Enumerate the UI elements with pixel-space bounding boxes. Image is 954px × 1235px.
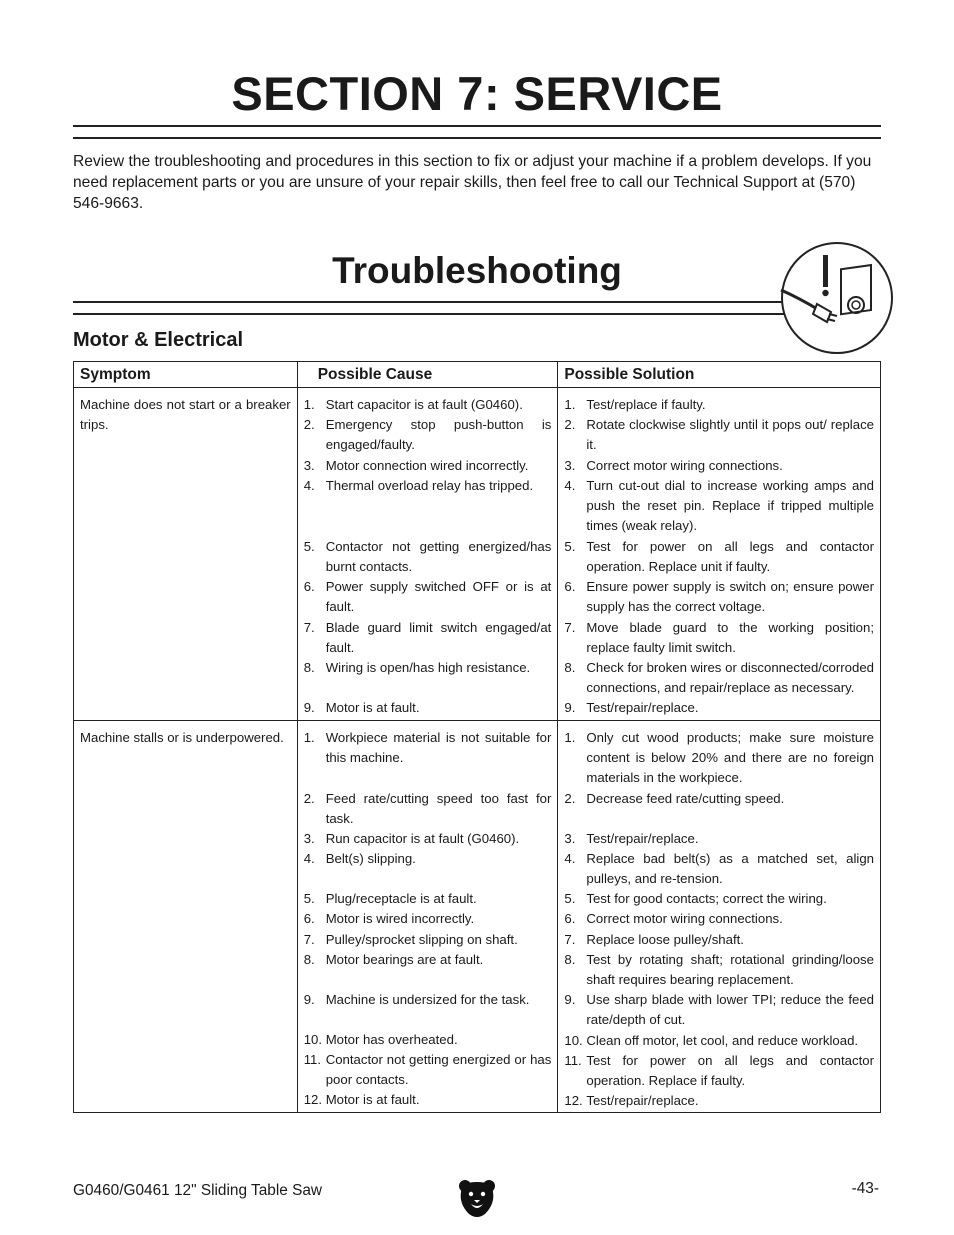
solution-item — [564, 658, 874, 698]
list-text: Test by rotating shaft; rotational grinding/loose shaft requires bearing replacement. — [586, 951, 874, 988]
list-number: 3. — [564, 830, 576, 846]
solutions-cell — [558, 720, 881, 1113]
list-text: Motor is at fault. — [325, 1092, 420, 1108]
list-number: 10. — [564, 1032, 583, 1048]
cause-item — [304, 889, 552, 909]
solution-item — [564, 990, 874, 1030]
cause-item — [304, 698, 552, 718]
cause-item — [304, 829, 552, 849]
cause-item — [304, 476, 552, 537]
list-text: Contactor not getting energized/has burnt contacts. — [325, 538, 552, 575]
table-row — [74, 388, 881, 721]
list-text: Test for good contacts; correct the wiring. — [586, 891, 827, 907]
list-text: Rotate clockwise slightly until it pops out/ replace it. — [586, 417, 874, 453]
list-number: 2. — [303, 790, 315, 806]
list-text: Test/repair/replace. — [586, 830, 699, 846]
list-number: 3. — [303, 457, 315, 473]
list-text: Emergency stop push-button is engaged/faulty. — [325, 417, 552, 453]
cause-item — [304, 537, 552, 577]
list-text: Clean off motor, let cool, and reduce workload. — [586, 1032, 859, 1048]
disconnect-power-warning-icon — [779, 240, 895, 356]
solution-item — [564, 909, 874, 929]
symptom-cell — [74, 388, 298, 721]
causes-list — [304, 722, 552, 1112]
solution-item — [564, 1091, 874, 1111]
troubleshooting-table — [73, 361, 881, 1113]
solution-item — [564, 395, 874, 415]
solution-item — [564, 537, 874, 577]
list-number: 1. — [564, 397, 576, 412]
list-text: Test for power on all legs and contactor operation. Replace unit if faulty. — [586, 538, 874, 575]
list-number: 4. — [564, 850, 576, 866]
list-text: Only cut wood products; make sure moisture content is below 20% and there are no foreign materials in the workpiece. — [586, 729, 874, 786]
list-number: 11. — [564, 1052, 582, 1068]
list-number: 3. — [564, 457, 576, 473]
list-number: 2. — [303, 417, 315, 433]
list-number: 6. — [564, 911, 576, 927]
list-number: 1. — [303, 397, 315, 412]
list-text: Correct motor wiring connections. — [586, 911, 783, 927]
cause-item — [304, 909, 552, 929]
list-text: Motor is wired incorrectly. — [325, 911, 475, 927]
table-row — [74, 720, 881, 1113]
table-header-row — [74, 362, 881, 388]
solution-item — [564, 415, 874, 455]
list-text: Motor connection wired incorrectly. — [325, 457, 529, 473]
footer-model: G0460/G0461 12" Sliding Table Saw — [73, 1182, 323, 1199]
solution-item — [564, 829, 874, 849]
list-text: Plug/receptacle is at fault. — [325, 891, 477, 907]
list-text: Replace bad belt(s) as a matched set, align pulleys, and re-tension. — [586, 850, 874, 887]
list-number: 9. — [303, 991, 315, 1007]
list-text: Run capacitor is at fault (G0460). — [325, 831, 520, 847]
troubleshooting-rule — [73, 301, 785, 315]
cause-item — [304, 456, 552, 476]
cause-item — [304, 618, 552, 658]
solution-item — [564, 1031, 874, 1051]
list-number: 5. — [303, 891, 315, 907]
cause-item — [304, 1030, 552, 1050]
page-number: -43- — [851, 1180, 879, 1197]
list-number: 7. — [303, 931, 315, 947]
solution-item — [564, 728, 874, 789]
list-number: 9. — [303, 700, 315, 716]
solution-item — [564, 476, 874, 537]
solution-item — [564, 456, 874, 476]
section-title-rule — [73, 125, 881, 139]
troubleshooting-title: Troubleshooting — [332, 250, 622, 291]
solution-item — [564, 889, 874, 909]
list-text: Motor has overheated. — [325, 1031, 458, 1047]
header-solution: Possible Solution — [558, 362, 881, 388]
list-number: 7. — [564, 931, 576, 947]
list-number: 6. — [303, 579, 315, 595]
list-number: 12. — [564, 1093, 583, 1109]
causes-cell — [297, 720, 558, 1113]
cause-item — [304, 950, 552, 990]
list-number: 8. — [303, 660, 315, 676]
list-text: Test/repair/replace. — [586, 1093, 699, 1109]
list-number: 6. — [303, 911, 315, 927]
solution-item — [564, 577, 874, 617]
list-text: Motor bearings are at fault. — [325, 951, 484, 967]
list-text: Check for broken wires or disconnected/corroded connections, and repair/replace as necessary. — [586, 660, 874, 696]
list-number: 12. — [303, 1092, 323, 1108]
cause-item — [304, 658, 552, 698]
cause-item — [304, 789, 552, 829]
list-number: 5. — [303, 538, 315, 554]
intro-paragraph: Review the troubleshooting and procedures in this section to fix or adjust your machine if a problem develops. If you need replacement parts or you are unsure of your repair skills, then feel free to call our Technical Support at (570) 546-9663. — [73, 153, 872, 212]
list-text: Blade guard limit switch engaged/at fault. — [325, 619, 552, 655]
list-text: Test for power on all legs and contactor operation. Replace if faulty. — [586, 1052, 874, 1089]
list-text: Replace loose pulley/shaft. — [586, 931, 744, 947]
list-text: Belt(s) slipping. — [325, 851, 416, 867]
list-number: 5. — [564, 891, 576, 907]
solutions-cell — [558, 388, 881, 721]
list-number: 1. — [303, 729, 315, 745]
header-cause: Possible Cause — [297, 362, 558, 388]
symptom-text: Machine does not start or a breaker trips. — [80, 397, 291, 433]
list-number: 8. — [564, 660, 576, 676]
cause-item — [304, 1090, 552, 1110]
list-number: 2. — [564, 790, 576, 806]
cause-item — [304, 728, 552, 789]
solution-item — [564, 698, 874, 718]
list-text: Power supply switched OFF or is at fault. — [325, 579, 552, 615]
list-text: Workpiece material is not suitable for this machine. — [325, 729, 552, 765]
cause-item — [304, 577, 552, 617]
list-text: Start capacitor is at fault (G0460). — [325, 397, 523, 412]
solution-item — [564, 950, 874, 990]
symptom-cell — [74, 720, 298, 1113]
list-number: 4. — [303, 477, 315, 493]
list-number: 11. — [303, 1052, 322, 1068]
list-text: Pulley/sprocket slipping on shaft. — [325, 931, 518, 947]
cause-item — [304, 1050, 552, 1090]
list-number: 9. — [564, 700, 576, 716]
cause-item — [304, 930, 552, 950]
list-text: Ensure power supply is switch on; ensure power supply has the correct voltage. — [586, 579, 874, 615]
list-text: Test/replace if faulty. — [586, 397, 706, 412]
list-number: 4. — [564, 477, 576, 493]
list-number: 10. — [303, 1031, 323, 1047]
list-text: Move blade guard to the working position; replace faulty limit switch. — [586, 619, 874, 655]
causes-cell — [297, 388, 558, 721]
solutions-list — [564, 389, 874, 720]
list-text: Feed rate/cutting speed too fast for task. — [325, 790, 552, 826]
grizzly-bear-logo — [457, 1178, 497, 1220]
list-text: Motor is at fault. — [325, 700, 420, 716]
list-number: 5. — [564, 538, 576, 554]
solution-item — [564, 618, 874, 658]
solution-item — [564, 849, 874, 889]
list-number: 3. — [303, 831, 315, 847]
list-number: 2. — [564, 417, 576, 433]
list-number: 8. — [303, 951, 315, 967]
solution-item — [564, 1051, 874, 1091]
header-symptom: Symptom — [74, 362, 298, 388]
list-text: Contactor not getting energized or has poor contacts. — [325, 1052, 552, 1088]
list-number: 1. — [564, 729, 576, 745]
list-number: 9. — [564, 992, 576, 1008]
list-text: Turn cut-out dial to increase working amps and push the reset pin. Replace if tripped multiple times (weak relay). — [586, 477, 874, 534]
solutions-list — [564, 722, 874, 1113]
list-text: Test/repair/replace. — [586, 700, 699, 716]
section-title: SECTION 7: SERVICE — [231, 67, 723, 120]
list-number: 4. — [303, 851, 315, 867]
subsection-title: Motor & Electrical — [73, 329, 244, 351]
list-text: Use sharp blade with lower TPI; reduce the feed rate/depth of cut. — [586, 992, 874, 1028]
cause-item — [304, 849, 552, 889]
symptom-text: Machine stalls or is underpowered. — [80, 729, 284, 745]
list-text: Decrease feed rate/cutting speed. — [586, 790, 785, 806]
list-number: 7. — [564, 619, 576, 635]
solution-item — [564, 789, 874, 829]
list-text: Wiring is open/has high resistance. — [325, 660, 531, 676]
list-text: Machine is undersized for the task. — [325, 991, 530, 1007]
solution-item — [564, 930, 874, 950]
list-number: 6. — [564, 579, 576, 595]
list-text: Correct motor wiring connections. — [586, 457, 783, 473]
causes-list — [304, 389, 552, 719]
cause-item — [304, 990, 552, 1030]
list-text: Thermal overload relay has tripped. — [325, 477, 534, 493]
cause-item — [304, 415, 552, 455]
cause-item — [304, 395, 552, 415]
list-number: 7. — [303, 619, 315, 635]
list-number: 8. — [564, 951, 576, 967]
